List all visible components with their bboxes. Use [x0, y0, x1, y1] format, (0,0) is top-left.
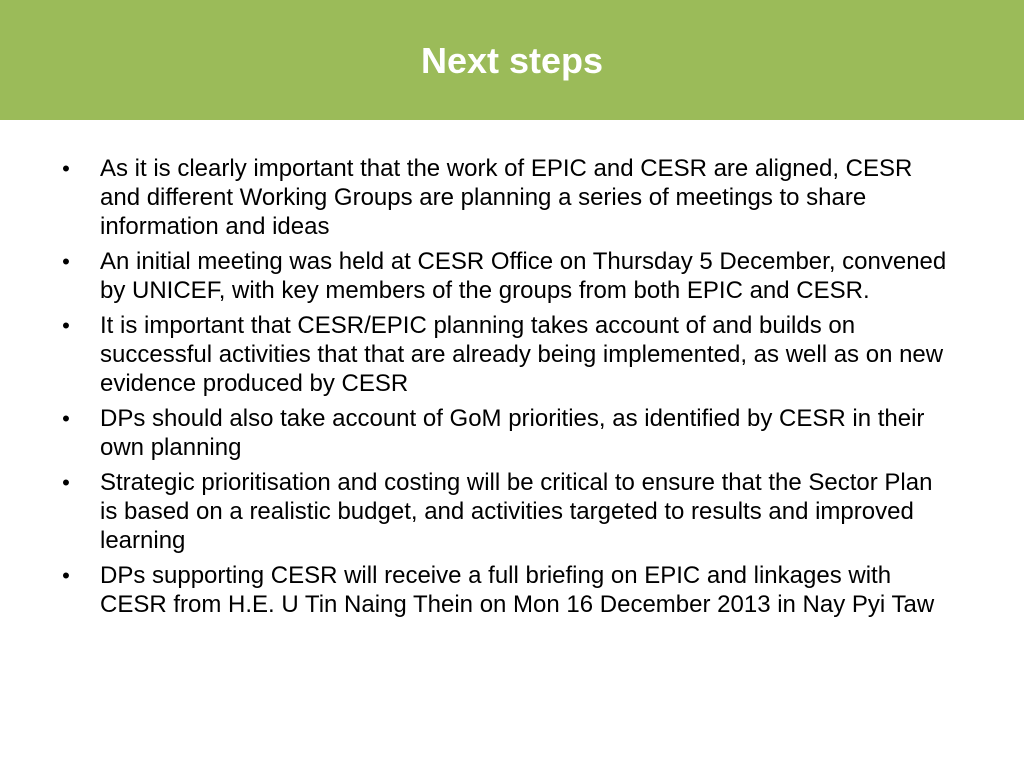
bullet-icon: • [62, 249, 70, 274]
bullet-item [55, 154, 955, 241]
bullet-icon: • [62, 406, 70, 431]
bullet-icon: • [62, 470, 70, 495]
bullet-item [55, 311, 955, 398]
bullet-text: DPs should also take account of GoM priorities, as identified by CESR in their own planning [100, 405, 925, 461]
bullet-list [55, 154, 955, 625]
bullet-text: An initial meeting was held at CESR Office on Thursday 5 December, convened by UNICEF, with key members of the groups from both EPIC and CESR. [100, 248, 947, 304]
title-bar [0, 0, 1024, 120]
bullet-icon: • [62, 313, 70, 338]
bullet-text: DPs supporting CESR will receive a full briefing on EPIC and linkages with CESR from H.E. U Tin Naing Thein on Mon 16 December 2013 in Nay Pyi Taw [100, 562, 935, 618]
bullet-text: As it is clearly important that the work of EPIC and CESR are aligned, CESR and different Working Groups are planning a series of meetings to share information and ideas [100, 155, 913, 240]
bullet-icon: • [62, 156, 70, 181]
bullet-item [55, 561, 955, 619]
bullet-text: It is important that CESR/EPIC planning takes account of and builds on successful activities that that are already being implemented, as well as on new evidence produced by CESR [100, 312, 944, 397]
bullet-item [55, 247, 955, 305]
bullet-icon: • [62, 563, 70, 588]
bullet-item [55, 468, 955, 555]
bullet-text: Strategic prioritisation and costing will be critical to ensure that the Sector Plan is based on a realistic budget, and activities targeted to results and improved learning [100, 469, 933, 554]
slide-title: Next steps [420, 40, 604, 81]
bullet-item [55, 404, 955, 462]
